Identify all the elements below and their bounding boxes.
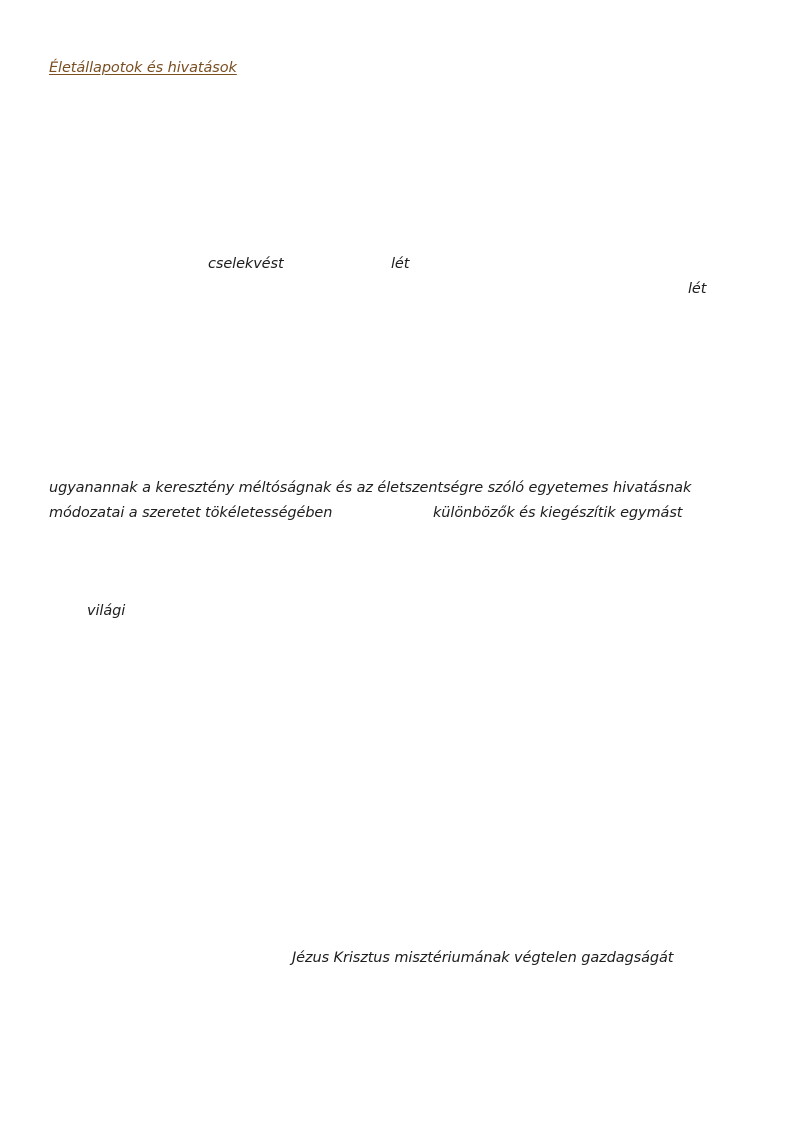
text-fragment-cselekvest: cselekvést	[208, 256, 284, 272]
text-fragment-let-1: lét	[391, 256, 410, 272]
heading-link-eletallapotok[interactable]: Életállapotok és hivatások	[49, 60, 237, 76]
text-fragment-let-2: lét	[688, 281, 707, 297]
text-line-modozatai: módozatai a szeretet tökéletességében	[49, 505, 333, 521]
text-line-keresztény-meltosag: ugyanannak a keresztény méltóságnak és az életszentségre szóló egyetemes hivatásnak	[49, 480, 692, 496]
text-fragment-vilagi: világi	[87, 603, 126, 619]
text-line-jezus-krisztus: Jézus Krisztus misztériumának végtelen gazdagságát	[292, 950, 674, 966]
text-line-kulonbozok: különbözők és kiegészítik egymást	[433, 505, 683, 521]
